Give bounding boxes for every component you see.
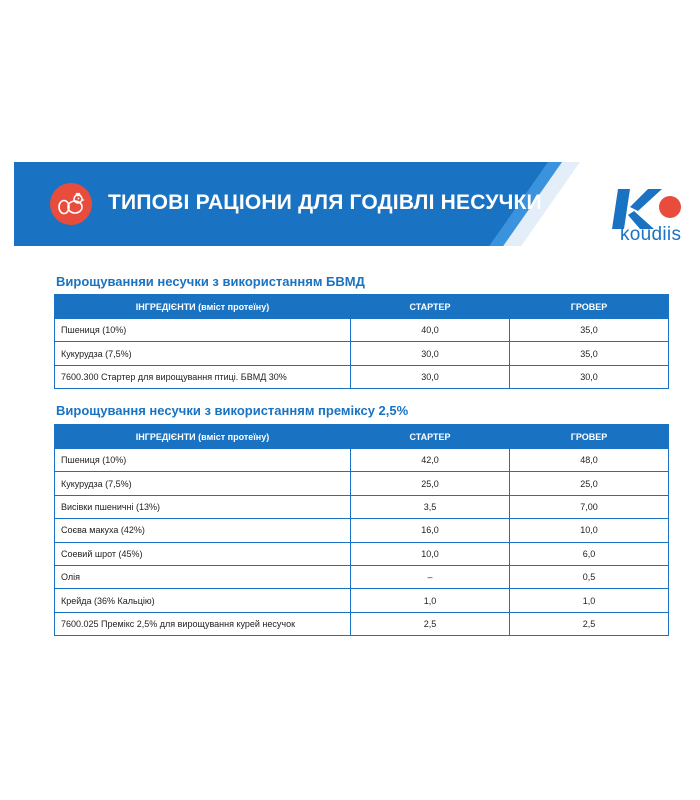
page-title: ТИПОВІ РАЦІОНИ ДЛЯ ГОДІВЛІ НЕСУЧКИ [108, 191, 542, 214]
column-header: СТАРТЕР [351, 295, 510, 319]
table-row [55, 612, 669, 635]
grower-cell: 10,0 [510, 519, 669, 542]
grower-cell: 0,5 [510, 565, 669, 588]
grower-cell: 7,00 [510, 495, 669, 518]
ingredient-cell: 7600.025 Премікс 2,5% для вирощування курей несучок [55, 612, 351, 635]
ingredient-cell: Пшениця (10%) [55, 319, 351, 342]
table-header-row [55, 295, 669, 319]
starter-cell: 10,0 [351, 542, 510, 565]
column-header: ІНГРЕДІЄНТИ (вміст протеїну) [55, 425, 351, 449]
column-header: ГРОВЕР [510, 295, 669, 319]
starter-cell: 42,0 [351, 449, 510, 472]
starter-cell: 16,0 [351, 519, 510, 542]
feed-table-bvmd [54, 294, 669, 389]
ingredient-cell: Пшениця (10%) [55, 449, 351, 472]
starter-cell: 3,5 [351, 495, 510, 518]
table-row [55, 495, 669, 518]
column-header: ІНГРЕДІЄНТИ (вміст протеїну) [55, 295, 351, 319]
starter-cell: 1,0 [351, 589, 510, 612]
table-row [55, 319, 669, 342]
grower-cell: 2,5 [510, 612, 669, 635]
grower-cell: 48,0 [510, 449, 669, 472]
grower-cell: 6,0 [510, 542, 669, 565]
table-row [55, 519, 669, 542]
starter-cell: 25,0 [351, 472, 510, 495]
table-row [55, 449, 669, 472]
grower-cell: 35,0 [510, 319, 669, 342]
logo-wordmark: koudiis [620, 224, 682, 245]
table-row [55, 472, 669, 495]
table-row [55, 565, 669, 588]
starter-cell: 40,0 [351, 319, 510, 342]
ingredient-cell: Висівки пшеничні (13%) [55, 495, 351, 518]
ingredient-cell: Кукурудза (7,5%) [55, 472, 351, 495]
starter-cell: – [351, 565, 510, 588]
starter-cell: 30,0 [351, 342, 510, 365]
ingredient-cell: Кукурудза (7,5%) [55, 342, 351, 365]
table-header-row [55, 425, 669, 449]
ingredient-cell: Крейда (36% Кальцію) [55, 589, 351, 612]
table-row [55, 542, 669, 565]
starter-cell: 2,5 [351, 612, 510, 635]
table-row [55, 342, 669, 365]
grower-cell: 1,0 [510, 589, 669, 612]
ingredient-cell: Соєва макуха (42%) [55, 519, 351, 542]
table-row [55, 589, 669, 612]
table-row [55, 365, 669, 388]
ingredient-cell: Олія [55, 565, 351, 588]
ingredient-cell: Соевий шрот (45%) [55, 542, 351, 565]
starter-cell: 30,0 [351, 365, 510, 388]
grower-cell: 35,0 [510, 342, 669, 365]
feed-table-premix [54, 424, 669, 636]
section-title: Вирощуванняи несучки з використанням БВМД [56, 274, 365, 289]
hen-icon [50, 183, 92, 225]
column-header: ГРОВЕР [510, 425, 669, 449]
header-banner [14, 162, 700, 246]
column-header: СТАРТЕР [351, 425, 510, 449]
ingredient-cell: 7600.300 Стартер для вирощування птиці. БВМД 30% [55, 365, 351, 388]
section-title: Вирощування несучки з використанням преміксу 2,5% [56, 403, 409, 418]
grower-cell: 25,0 [510, 472, 669, 495]
grower-cell: 30,0 [510, 365, 669, 388]
